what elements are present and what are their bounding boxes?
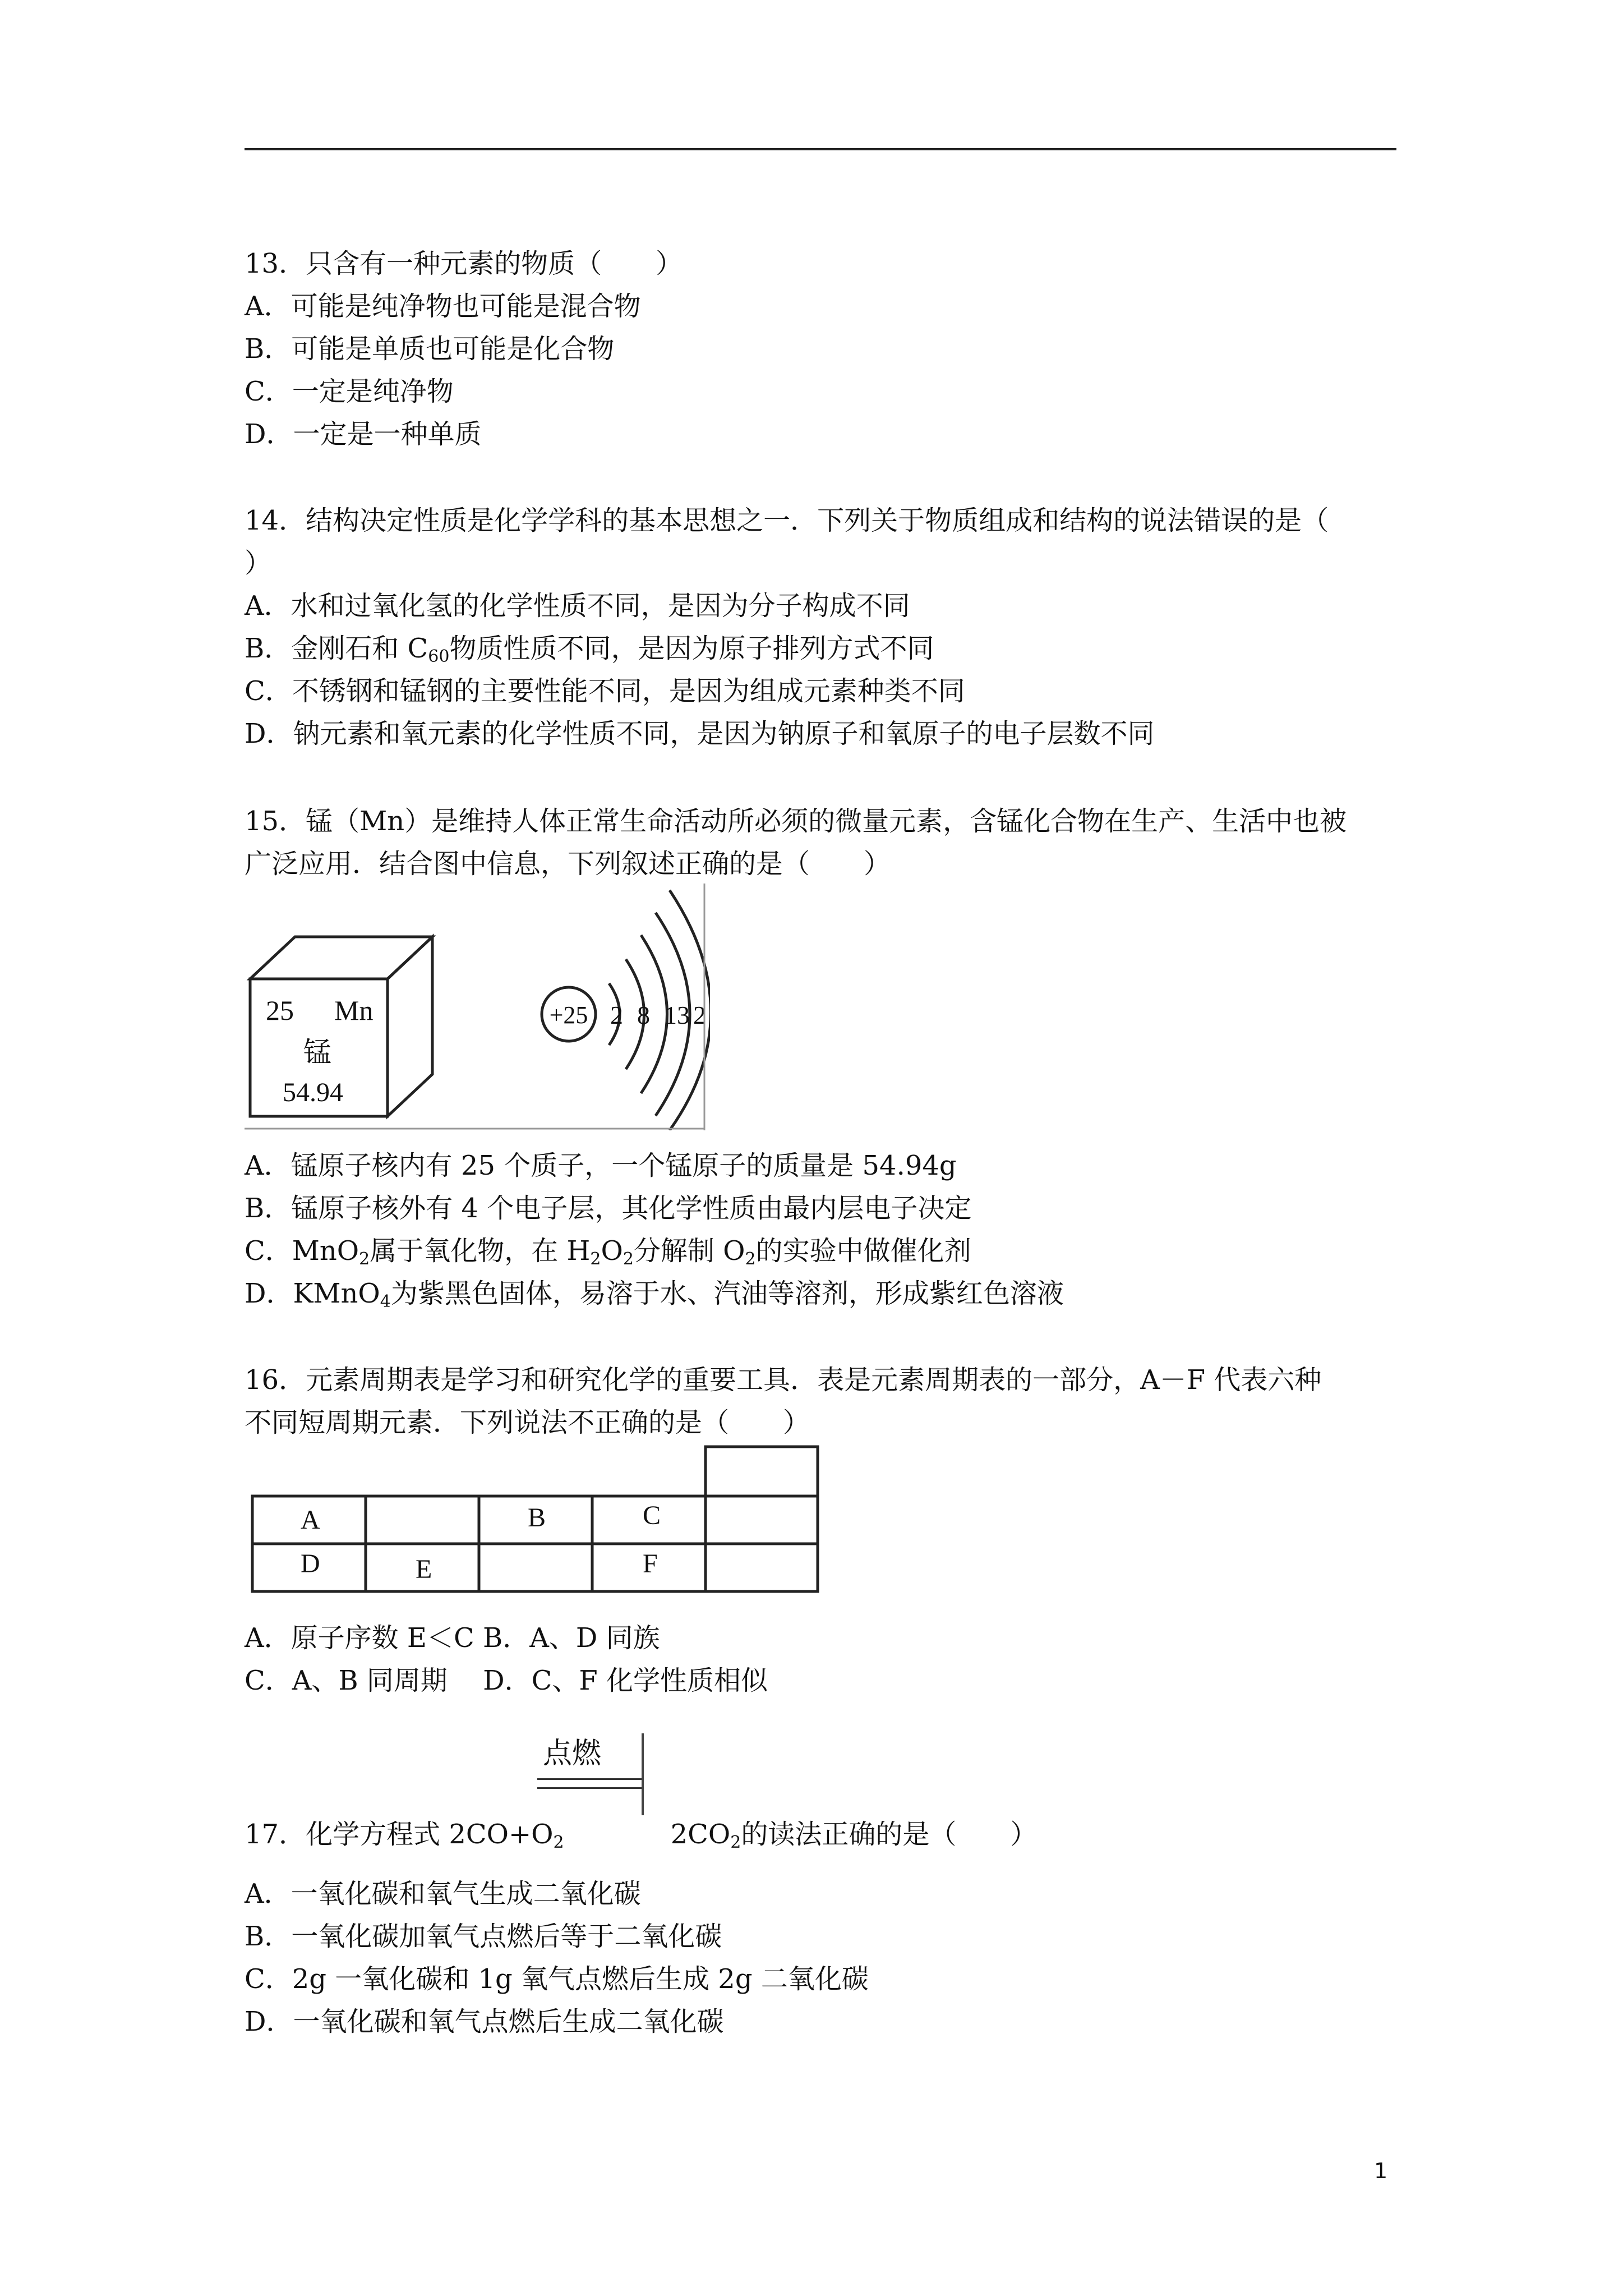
- q15-optc-t4: 分解制 O: [633, 1235, 745, 1267]
- manganese-figure: [245, 884, 710, 1130]
- question-15-options: [245, 1144, 1400, 1315]
- q17-stem-t1: 17．化学方程式 2CO+O: [245, 1819, 554, 1850]
- q17-stem-s1: 2: [553, 1833, 564, 1852]
- nucleus-charge: +25: [549, 1001, 588, 1029]
- periodic-table-fragment: [250, 1444, 822, 1596]
- q17-stem-s2: 2: [730, 1833, 741, 1852]
- cell-f: F: [643, 1549, 658, 1579]
- q15-optc-t5: 的实验中做催化剂: [755, 1235, 971, 1267]
- q16-options-line1: A．原子序数 E＜C B．A、D 同族: [245, 1622, 660, 1654]
- question-16: [245, 1359, 1400, 1444]
- reaction-condition: 点燃: [543, 1737, 602, 1770]
- q14-optb-text: B．金刚石和 C: [245, 633, 428, 664]
- q15-stem-line2: 广泛应用．结合图中信息，下列叙述正确的是（ ）: [245, 848, 891, 880]
- q14-option-b: [245, 627, 1400, 670]
- q15-optc-s1: 2: [359, 1249, 370, 1269]
- q16-options-line2: C．A、B 同周期 D．C、F 化学性质相似: [245, 1665, 768, 1696]
- equals-line-top: [537, 1778, 642, 1780]
- q15-option-b: B．锰原子核外有 4 个电子层，其化学性质由最内层电子决定: [245, 1193, 972, 1224]
- header-rule: [245, 148, 1396, 150]
- q14-option-d: D．钠元素和氧元素的化学性质不同，是因为钠原子和氧原子的电子层数不同: [245, 718, 1155, 749]
- question-14: [245, 499, 1400, 755]
- q13-option-d: D．一定是一种单质: [245, 418, 482, 450]
- cell-d: D: [301, 1549, 320, 1579]
- element-mass: 54.94: [283, 1078, 343, 1107]
- question-16-options: [245, 1617, 1400, 1702]
- q14-option-c: C．不锈钢和锰钢的主要性能不同，是因为组成元素种类不同: [245, 675, 965, 707]
- q17-option-c: C．2g 一氧化碳和 1g 氧气点燃后生成 2g 二氧化碳: [245, 1963, 869, 1995]
- q15-optd-t2: 为紫黑色固体，易溶于水、汽油等溶剂，形成紫红色溶液: [390, 1278, 1064, 1309]
- q16-stem-line2: 不同短周期元素．下列说法不正确的是（ ）: [245, 1407, 810, 1438]
- q17-stem-t2: 2CO: [670, 1819, 731, 1850]
- q13-option-b: B．可能是单质也可能是化合物: [245, 333, 615, 365]
- q15-option-d: [245, 1272, 1400, 1315]
- element-name: 锰: [303, 1037, 331, 1068]
- q13-stem: 13．只含有一种元素的物质（ ）: [245, 248, 683, 279]
- q15-option-c: [245, 1230, 1400, 1272]
- q14-optb-sub: 60: [428, 647, 450, 666]
- q17-option-a: A．一氧化碳和氧气生成二氧化碳: [245, 1878, 641, 1910]
- equals-line-bottom: [537, 1787, 642, 1789]
- q14-option-a: A．水和过氧化氢的化学性质不同，是因为分子构成不同: [245, 590, 910, 622]
- shell-4-count: 2: [693, 1001, 706, 1029]
- q16-stem-line1: 16．元素周期表是学习和研究化学的重要工具．表是元素周期表的一部分，A－F 代表六种: [245, 1364, 1322, 1396]
- question-13: [245, 242, 1400, 455]
- q15-option-a: A．锰原子核内有 25 个质子，一个锰原子的质量是 54.94g: [245, 1150, 957, 1181]
- q17-stem-t3: 的读法正确的是（ ）: [741, 1819, 1038, 1850]
- q14-stem-line1: 14．结构决定性质是化学学科的基本思想之一．下列关于物质组成和结构的说法错误的是（: [245, 505, 1329, 536]
- page-number: 1: [1374, 2159, 1388, 2183]
- cell-b: B: [528, 1503, 546, 1533]
- q15-optc-s3: 2: [623, 1249, 634, 1269]
- element-number: 25: [266, 995, 294, 1026]
- q17-option-b: B．一氧化碳加氧气点燃后等于二氧化碳: [245, 1921, 722, 1952]
- question-17-options: [245, 1872, 1400, 2043]
- q15-optd-t1: D．KMnO: [245, 1278, 380, 1309]
- question-15: [245, 800, 1400, 885]
- q13-option-c: C．一定是纯净物: [245, 376, 454, 407]
- q15-optc-s4: 2: [745, 1249, 756, 1269]
- q14-optb-text2: 物质性质不同，是因为原子排列方式不同: [449, 633, 934, 664]
- question-17: [245, 1813, 1400, 1856]
- cell-a: A: [301, 1505, 320, 1535]
- q15-stem-line1: 15．锰（Mn）是维持人体正常生命活动所必须的微量元素，含锰化合物在生产、生活中也被: [245, 806, 1347, 837]
- shell-2-count: 8: [637, 1001, 650, 1029]
- element-symbol: Mn: [334, 995, 374, 1026]
- q15-optc-s2: 2: [590, 1249, 601, 1269]
- shell-1-count: 2: [610, 1001, 623, 1029]
- q15-optc-t2: 属于氧化物，在 H: [370, 1235, 591, 1267]
- reaction-condition-box: [537, 1733, 644, 1815]
- cell-e: E: [416, 1554, 432, 1584]
- q17-stem: [245, 1813, 1400, 1856]
- q14-stem-line2: ）: [245, 547, 272, 579]
- q13-option-a: A．可能是纯净物也可能是混合物: [245, 291, 641, 322]
- q15-optd-s1: 4: [380, 1292, 391, 1312]
- shell-3-count: 13: [664, 1001, 690, 1029]
- cell-c: C: [643, 1501, 661, 1530]
- q15-optc-t3: O: [601, 1235, 623, 1267]
- q17-option-d: D．一氧化碳和氧气点燃后生成二氧化碳: [245, 2006, 724, 2037]
- q15-optc-t1: C．MnO: [245, 1235, 359, 1267]
